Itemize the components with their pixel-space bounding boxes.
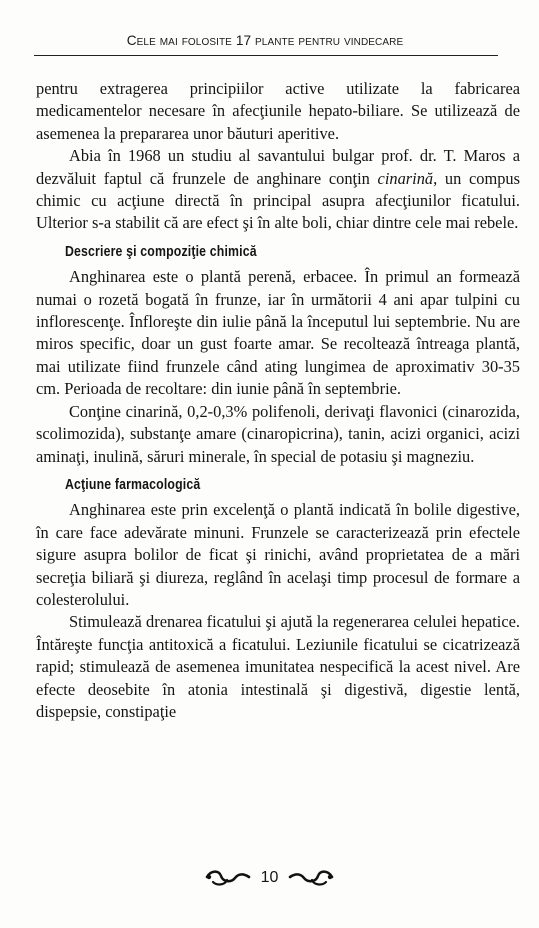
- header-rule: [34, 55, 498, 56]
- paragraph: Anghinarea este o plantă perenă, erbacee. În primul an formează numai o rozetă bogată în frunze, iar în următorii 4 ani apar tulpini cu inflorescenţe. Înfloreşte din iulie până la începutul lui septembrie. Nu are miros specific, doar un gust foarte amar. Se recoltează întreaga plantă, mai utilizate fiind frunzele când ating lungimea de aproximativ 30-35 cm. Perioada de recoltare: din iunie până în septembrie.: [36, 267, 520, 399]
- flourish-ornament-icon: [288, 868, 334, 888]
- page-footer: [0, 868, 539, 888]
- page-number: 10: [260, 869, 279, 886]
- paragraph-text: Abia în 1968 un studiu al savantului bulgar prof. dr. T. Maros a dezvăluit faptul că frunzele de anghinare conţin: [36, 146, 520, 188]
- emphasis-term: cinarină: [377, 168, 434, 188]
- page-body: [36, 78, 520, 723]
- paragraph: Stimulează drenarea ficatului şi ajută la regenerarea celulei hepatice. Întăreşte funcţia antitoxică a ficatului. Leziunile ficatului se cicatrizează rapid; stimulează de asemenea imunitatea nespecifică la acest nivel. Are efecte deosebite în atonia intestinală şi digestivă, digestie lentă, dispepsie, constipaţie: [36, 612, 520, 721]
- section-heading: Descriere şi compoziţie chimică: [65, 242, 257, 260]
- paragraph-text: , un compus chimic cu acţiune directă în principal asupra afecţiunilor ficatului. Ulterior s-a stabilit că are efect şi în alte boli, chiar dintre cele mai rebele.: [36, 168, 520, 233]
- paragraph: Conţine cinarină, 0,2-0,3% polifenoli, derivaţi flavonici (cinarozida, scolimozida), substanţe amare (cinaropicrina), tanin, acizi organici, acizi aminaţi, inulină, săruri minerale, în special de potasiu şi magneziu.: [36, 401, 520, 466]
- paragraph: pentru extragerea principiilor active utilizate la fabricarea medicamentelor necesare în afecţiunile hepato-biliare. Se utilizează de asemenea la prepararea unor băuturi aperitive.: [36, 79, 520, 143]
- section-heading: Acţiune farmacologică: [65, 475, 201, 493]
- paragraph: Anghinarea este prin excelenţă o plantă indicată în bolile digestive, în care face adevărate minuni. Frunzele se caracterizează prin efectele sigure asupra bolilor de ficat şi rinichi, având proprietatea de a mări secreţia biliară şi diureza, reglând în acelaşi timp procesul de formare a colesterolului.: [36, 500, 520, 609]
- flourish-ornament-icon: [205, 868, 251, 888]
- paragraph: [36, 145, 520, 235]
- running-header: Cele mai folosite 17 plante pentru vindecare: [126, 33, 404, 48]
